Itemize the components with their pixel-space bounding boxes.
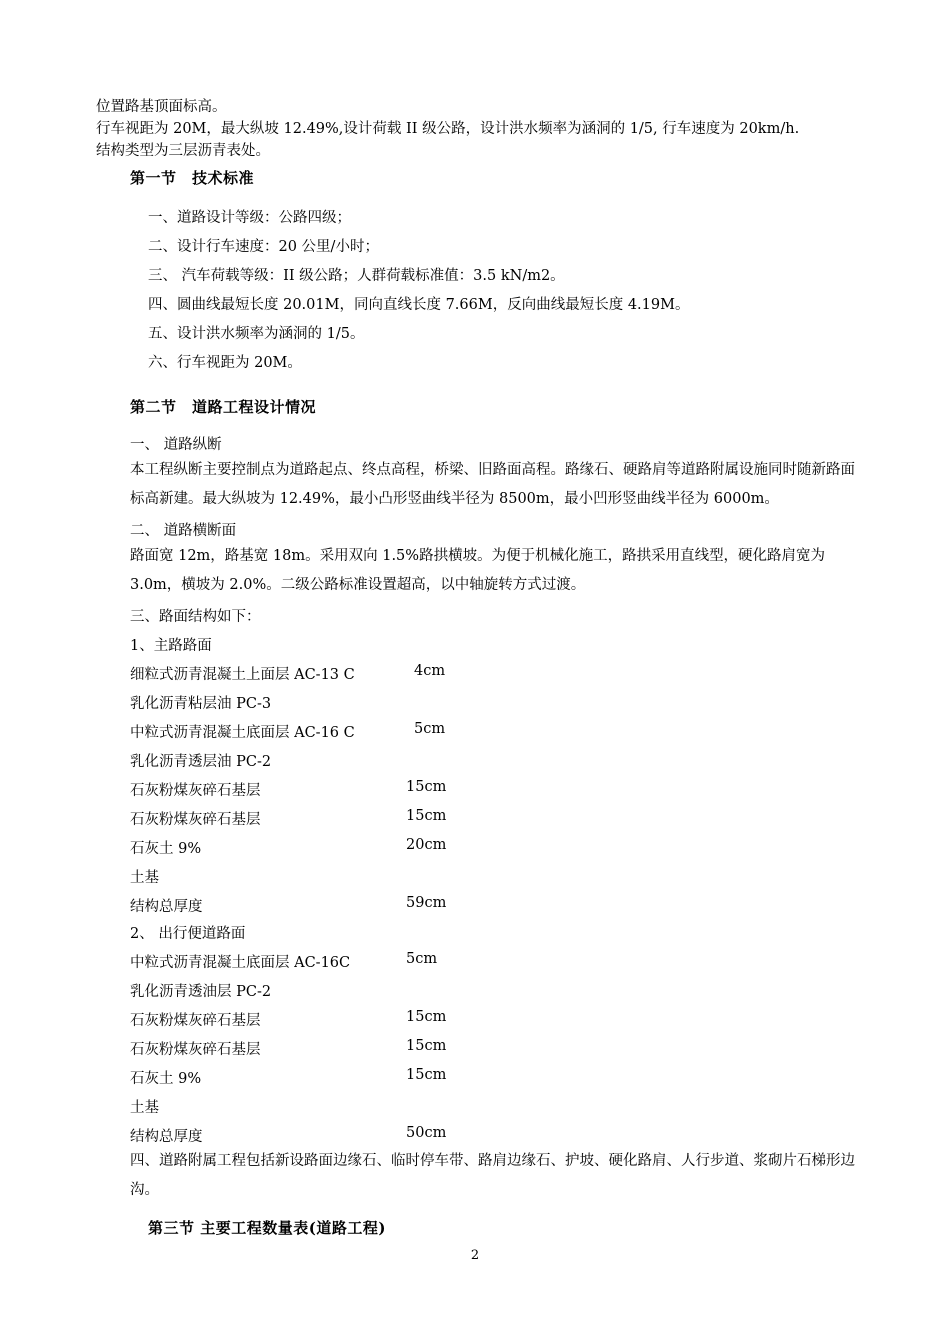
layer-name: 石灰粉煤灰碎石基层 xyxy=(130,1042,261,1058)
sub-3-title: 三、路面结构如下： xyxy=(130,609,261,625)
side-road-title: 2、 出行便道路面 xyxy=(130,926,246,942)
side-road-row xyxy=(130,1038,447,1059)
page-number: 2 xyxy=(470,1248,480,1263)
standard-item-2: 二、设计行车速度：20 公里/小时； xyxy=(148,239,379,255)
total-label: 结构总厚度 xyxy=(130,1129,203,1145)
intro-line-1: 位置路基顶面标高。 xyxy=(96,99,227,115)
layer-name: 石灰土 9% xyxy=(130,1071,202,1087)
side-road-row xyxy=(130,1096,159,1117)
layer-thickness: 15cm xyxy=(406,779,447,795)
standard-item-4: 四、圆曲线最短长度 20.01M，同向直线长度 7.66M，反向曲线最短长度 4.19M。 xyxy=(148,297,690,313)
main-road-row xyxy=(130,721,446,742)
main-road-row xyxy=(130,692,271,713)
main-road-row xyxy=(130,837,447,858)
standard-item-1: 一、道路设计等级：公路四级； xyxy=(148,210,351,226)
layer-thickness: 4cm xyxy=(414,663,446,679)
layer-name: 中粒式沥青混凝土底面层 AC-16 C xyxy=(130,725,355,741)
main-road-row xyxy=(130,750,271,771)
side-road-row xyxy=(130,1009,447,1030)
standard-item-5: 五、设计洪水频率为涵洞的 1/5。 xyxy=(148,326,365,342)
sub-1-title: 一、 道路纵断 xyxy=(130,437,222,453)
sub-2-title: 二、 道路横断面 xyxy=(130,523,237,539)
layer-name: 石灰粉煤灰碎石基层 xyxy=(130,812,261,828)
section-3-title: 第三节 主要工程数量表(道路工程) xyxy=(148,1219,386,1237)
layer-thickness: 15cm xyxy=(406,1067,447,1083)
sub-1-text xyxy=(96,456,856,514)
sub-2-paragraph: 路面宽 12m，路基宽 18m。采用双向 1.5%路拱横坡。为便于机械化施工，路拱采用直线型，硬化路肩宽为 3.0m，横坡为 2.0%。二级公路标准设置超高，以中轴旋转方式过渡。 xyxy=(130,548,826,593)
sub-2-text xyxy=(96,542,856,600)
standard-item-3: 三、 汽车荷载等级：II 级公路；人群荷载标准值：3.5 kN/m2。 xyxy=(148,268,565,284)
standard-item-6: 六、行车视距为 20M。 xyxy=(148,355,302,371)
layer-name: 细粒式沥青混凝土上面层 AC-13 C xyxy=(130,667,355,683)
main-road-row xyxy=(130,808,447,829)
side-road-row xyxy=(130,1067,447,1088)
main-road-row xyxy=(130,663,446,684)
layer-thickness: 20cm xyxy=(406,837,447,853)
section-1-title: 第一节 技术标准 xyxy=(130,169,255,187)
layer-name: 土基 xyxy=(130,1100,159,1116)
intro-line-3: 结构类型为三层沥青表处。 xyxy=(96,143,270,159)
layer-name: 石灰粉煤灰碎石基层 xyxy=(130,783,261,799)
layer-thickness: 15cm xyxy=(406,1009,447,1025)
layer-name: 乳化沥青透层油 PC-2 xyxy=(130,754,272,770)
layer-name: 中粒式沥青混凝土底面层 AC-16C xyxy=(130,955,351,971)
main-road-total-row xyxy=(130,895,447,916)
sub-4-paragraph: 四、道路附属工程包括新设路面边缘石、临时停车带、路肩边缘石、护坡、硬化路肩、人行步道、浆砌片石梯形边沟。 xyxy=(130,1153,855,1198)
layer-name: 石灰土 9% xyxy=(130,841,202,857)
layer-name: 石灰粉煤灰碎石基层 xyxy=(130,1013,261,1029)
layer-thickness: 5cm xyxy=(414,721,446,737)
side-road-total-row xyxy=(130,1125,447,1146)
side-road-row xyxy=(130,980,271,1001)
layer-thickness: 5cm xyxy=(406,951,438,967)
main-road-row xyxy=(130,779,447,800)
layer-thickness: 15cm xyxy=(406,808,447,824)
intro-line-2: 行车视距为 20M，最大纵坡 12.49%,设计荷载 II 级公路，设计洪水频率为涵洞的 1/5, 行车速度为 20km/h. xyxy=(96,121,800,137)
main-road-title: 1、主路路面 xyxy=(130,638,212,654)
side-road-row xyxy=(130,951,438,972)
layer-name: 乳化沥青粘层油 PC-3 xyxy=(130,696,272,712)
total-thickness: 59cm xyxy=(406,895,447,911)
layer-thickness: 15cm xyxy=(406,1038,447,1054)
total-label: 结构总厚度 xyxy=(130,899,203,915)
layer-name: 乳化沥青透油层 PC-2 xyxy=(130,984,272,1000)
main-road-row xyxy=(130,866,159,887)
layer-name: 土基 xyxy=(130,870,159,886)
section-2-title: 第二节 道路工程设计情况 xyxy=(130,398,317,416)
sub-4-text xyxy=(96,1147,856,1205)
total-thickness: 50cm xyxy=(406,1125,447,1141)
sub-1-paragraph: 本工程纵断主要控制点为道路起点、终点高程，桥梁、旧路面高程。路缘石、硬路肩等道路附属设施同时随新路面标高新建。最大纵坡为 12.49%，最小凸形竖曲线半径为 8500m，最小凹形竖曲线半径为 6000m。 xyxy=(130,462,855,507)
